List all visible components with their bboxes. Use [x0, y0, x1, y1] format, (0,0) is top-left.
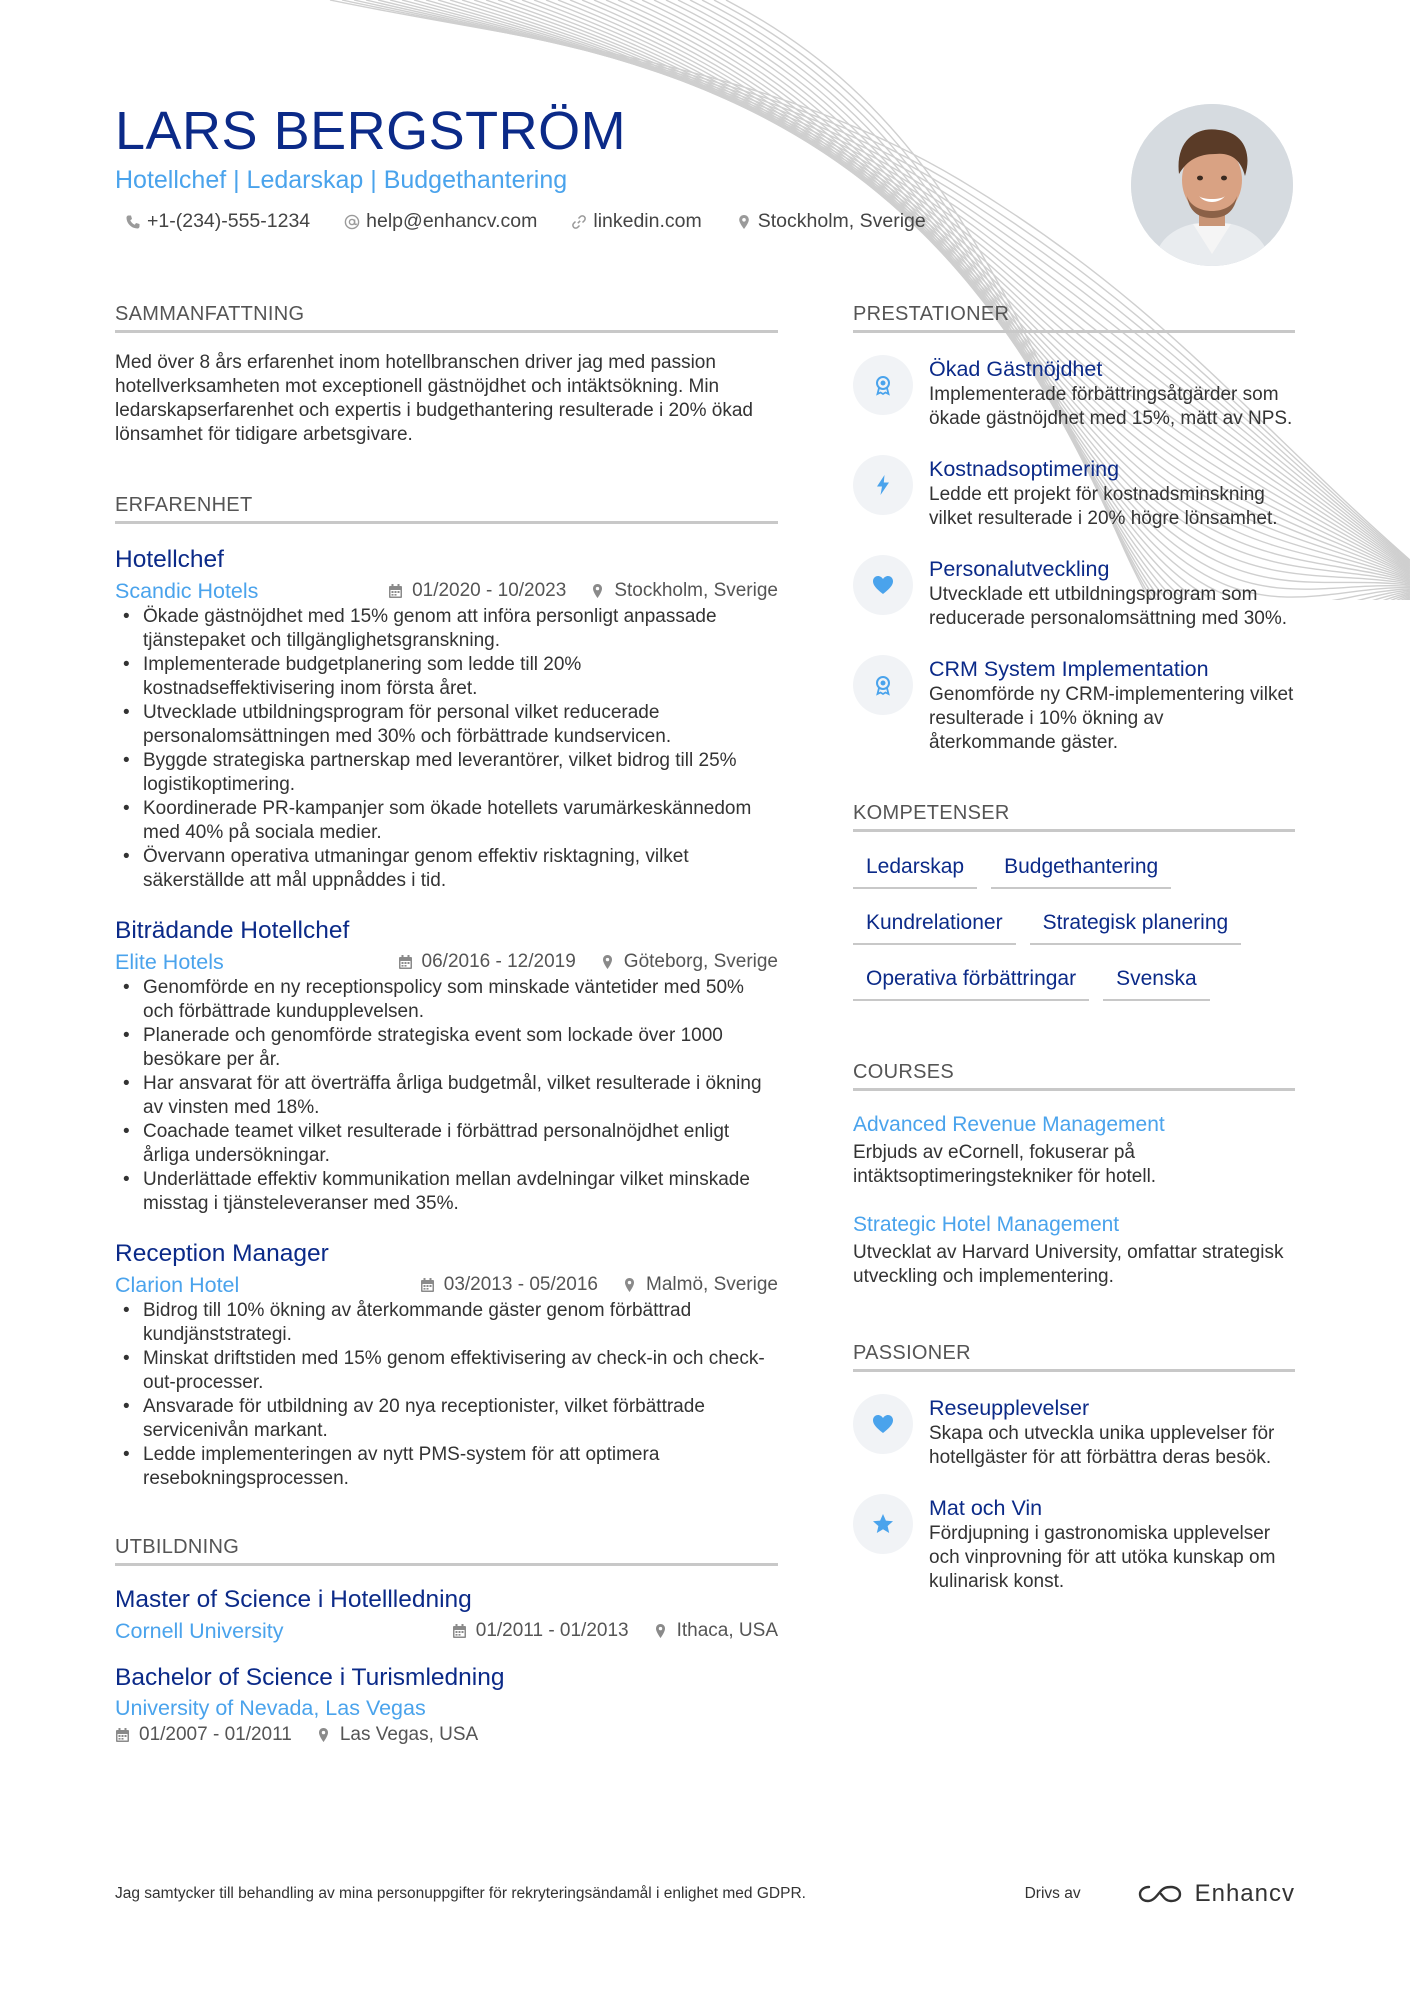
location-icon [600, 954, 615, 970]
achievement-text: Utvecklade ett utbildningsprogram som reducerade personalomsättning med 30%. [929, 584, 1288, 629]
location-text: Stockholm, Sverige [757, 210, 926, 232]
lightning-icon [853, 455, 913, 515]
achievement-title: Kostnadsoptimering [929, 457, 1120, 481]
job-title: Biträdande Hotellchef [115, 917, 350, 944]
profile-photo [1131, 104, 1293, 266]
heart-icon [853, 1394, 913, 1454]
job-location-text: Stockholm, Sverige [614, 580, 778, 601]
section-title-skills: KOMPETENSER [853, 801, 1295, 832]
course-item [853, 1111, 1295, 1189]
left-column [115, 302, 778, 1748]
footer [115, 1880, 1295, 1908]
job-dates [420, 1272, 598, 1298]
calendar-icon [452, 1623, 467, 1639]
bullet-item: • Har ansvarat för att överträffa årliga budgetmål, vilket resulterade i ökning av vinsten med 18%. [115, 1072, 778, 1120]
section-title-achievements: PRESTATIONER [853, 302, 1295, 333]
section-title-passions: PASSIONER [853, 1341, 1295, 1372]
brand-name: Enhancv [1194, 1880, 1295, 1907]
job-dates-text: 03/2013 - 05/2016 [443, 1274, 598, 1295]
bullet-item: • Coachade teamet vilket resulterade i förbättrad personalnöjdhet enligt årliga undersökningar. [115, 1120, 778, 1168]
education-location [653, 1618, 778, 1644]
right-column [853, 302, 1295, 1594]
bullet-item: • Ansvarade för utbildning av 20 nya receptionister, vilket förbättrade servicenivån markant. [115, 1395, 778, 1443]
education-dates [452, 1618, 629, 1644]
job-dates [388, 578, 566, 604]
award-icon [853, 355, 913, 415]
bullet-item: • Planerade och genomförde strategiska event som lockade över 1000 besökare per år. [115, 1024, 778, 1072]
education-meta [115, 1618, 778, 1644]
contact-row [115, 210, 1115, 233]
job-location-text: Göteborg, Sverige [623, 951, 778, 972]
section-title-courses: COURSES [853, 1060, 1295, 1091]
summary-text: Med över 8 års erfarenhet inom hotellbranschen driver jag med passion hotellverksamheten mot exceptionell gästnöjdhet och intäktsökning. Min ledarskapserfarenhet och expertis i budgethantering resulterade i 20% ökad lönsamhet för tidigare arbetsgivare. [115, 352, 753, 445]
skill-tag: Ledarskap [853, 848, 977, 889]
achievement-title: Personalutveckling [929, 557, 1110, 581]
candidate-headline: Hotellchef | Ledarskap | Budgethantering [115, 166, 568, 194]
passion-title: Reseupplevelser [929, 1396, 1090, 1420]
company-name: Elite Hotels [115, 950, 224, 974]
achievement-item [853, 555, 1295, 631]
skill-tag: Strategisk planering [1030, 904, 1242, 945]
job-entry [115, 1238, 778, 1491]
section-title-experience: ERFARENHET [115, 493, 778, 524]
job-title: Reception Manager [115, 1240, 329, 1267]
job-location [590, 578, 778, 604]
company-name: Clarion Hotel [115, 1273, 240, 1297]
contact-linkedin[interactable] [571, 210, 701, 233]
calendar-icon [115, 1727, 130, 1743]
achievement-text: Ledde ett projekt för kostnadsminskning vilket resulterade i 20% högre lönsamhet. [929, 484, 1278, 529]
education-entry [115, 1584, 778, 1644]
job-bullets [115, 605, 778, 893]
location-icon [316, 1727, 331, 1743]
passion-item [853, 1394, 1295, 1470]
bullet-item: • Utvecklade utbildningsprogram för personal vilket reducerade personalomsättningen med 30% och förbättrade kundservicen. [115, 701, 778, 749]
passion-title: Mat och Vin [929, 1496, 1043, 1520]
job-entry [115, 915, 778, 1216]
bullet-item: • Minskat driftstiden med 15% genom effektivisering av check-in och check-out-processer. [115, 1347, 778, 1395]
achievement-item [853, 455, 1295, 531]
job-entry [115, 544, 778, 893]
bullet-item: • Bidrog till 10% ökning av återkommande gäster genom förbättrad kundjänststrategi. [115, 1299, 778, 1347]
skills-list [853, 848, 1295, 1016]
achievement-text: Genomförde ny CRM-implementering vilket resulterade i 10% ökning av återkommande gäster. [929, 684, 1294, 753]
infinity-logo-icon [1137, 1882, 1183, 1906]
job-bullets [115, 976, 778, 1216]
achievement-title: CRM System Implementation [929, 657, 1209, 681]
location-icon [736, 214, 752, 230]
gdpr-consent-text: Jag samtycker till behandling av mina personuppgifter för rekryteringsändamål i enlighet med GDPR. [115, 1885, 806, 1902]
bullet-item: • Underlättade effektiv kommunikation mellan avdelningar vilket minskade misstag i tjänsteleveranser med 35%. [115, 1168, 778, 1216]
job-dates [398, 949, 576, 975]
link-icon [571, 214, 587, 230]
education-dates-text: 01/2011 - 01/2013 [475, 1620, 629, 1641]
education-dates-text: 01/2007 - 01/2011 [139, 1724, 292, 1745]
education-location-text: Las Vegas, USA [339, 1724, 479, 1745]
contact-phone[interactable] [125, 210, 310, 233]
email-text: help@enhancv.com [366, 210, 538, 232]
job-dates-text: 06/2016 - 12/2019 [421, 951, 576, 972]
job-meta [115, 578, 778, 604]
bullet-item: • Genomförde en ny receptionspolicy som minskade väntetider med 50% och förbättrade kundupplevelsen. [115, 976, 778, 1024]
job-dates-text: 01/2020 - 10/2023 [412, 580, 567, 601]
bullet-item: • Ökade gästnöjdhet med 15% genom att införa personligt anpassade tjänstepaket och tillgänglighetsgranskning. [115, 605, 778, 653]
school-name: Cornell University [115, 1619, 284, 1643]
job-title: Hotellchef [115, 546, 224, 573]
passion-text: Skapa och utveckla unika upplevelser för hotellgäster för att förbättra deras besök. [929, 1423, 1275, 1468]
company-name: Scandic Hotels [115, 579, 259, 603]
degree-title: Bachelor of Science i Turismledning [115, 1664, 505, 1691]
skill-tag: Operativa förbättringar [853, 960, 1089, 1001]
bullet-item: • Koordinerade PR-kampanjer som ökade hotellets varumärkeskännedom med 40% på sociala medier. [115, 797, 778, 845]
section-title-summary: SAMMANFATTNING [115, 302, 778, 333]
job-location [622, 1272, 778, 1298]
candidate-name: LARS BERGSTRÖM [115, 101, 627, 161]
powered-by-label: Drivs av [1024, 1885, 1081, 1902]
education-entry [115, 1662, 778, 1748]
job-meta [115, 1272, 778, 1298]
phone-icon [125, 214, 141, 230]
resume-header [115, 100, 1115, 233]
section-title-education: UTBILDNING [115, 1535, 778, 1566]
bullet-item: • Ledde implementeringen av nytt PMS-system för att optimera resebokningsprocessen. [115, 1443, 778, 1491]
job-meta [115, 949, 778, 975]
achievement-text: Implementerade förbättringsåtgärder som ökade gästnöjdhet med 15%, mätt av NPS. [929, 384, 1293, 429]
course-text: Erbjuds av eCornell, fokuserar på intäktsoptimeringstekniker för hotell. [853, 1142, 1157, 1187]
skill-tag: Budgethantering [991, 848, 1171, 889]
passion-text: Fördjupning i gastronomiska upplevelser och vinprovning för att utöka kunskap om kulinarisk konst. [929, 1523, 1276, 1592]
contact-location [736, 210, 926, 233]
achievement-title: Ökad Gästnöjdhet [929, 357, 1103, 381]
education-location [316, 1722, 478, 1748]
job-location-text: Malmö, Sverige [646, 1274, 778, 1295]
location-icon [653, 1623, 668, 1639]
skill-tag: Kundrelationer [853, 904, 1016, 945]
bullet-item: • Övervann operativa utmaningar genom effektiv risktagning, vilket säkerställde att mål uppnåddes i tid. [115, 845, 778, 893]
phone-text: +1-(234)-555-1234 [147, 210, 311, 232]
star-icon [853, 1494, 913, 1554]
course-title: Advanced Revenue Management [853, 1113, 1165, 1136]
achievement-item [853, 355, 1295, 431]
enhancv-logo[interactable] [1137, 1880, 1295, 1908]
contact-email[interactable] [344, 210, 537, 233]
location-icon [622, 1277, 637, 1293]
calendar-icon [420, 1277, 435, 1293]
achievement-item [853, 655, 1295, 755]
course-item [853, 1211, 1295, 1289]
calendar-icon [388, 583, 403, 599]
passion-item [853, 1494, 1295, 1594]
education-location-text: Ithaca, USA [676, 1620, 778, 1641]
award-icon [853, 655, 913, 715]
linkedin-text: linkedin.com [593, 210, 702, 232]
course-text: Utvecklat av Harvard University, omfattar strategisk utveckling och implementering. [853, 1242, 1284, 1287]
education-meta [115, 1722, 778, 1748]
course-title: Strategic Hotel Management [853, 1213, 1120, 1236]
skill-tag: Svenska [1103, 960, 1210, 1001]
job-location [600, 949, 778, 975]
heart-icon [853, 555, 913, 615]
job-bullets [115, 1299, 778, 1491]
location-icon [590, 583, 605, 599]
at-icon [344, 214, 360, 230]
calendar-icon [398, 954, 413, 970]
bullet-item: • Byggde strategiska partnerskap med leverantörer, vilket bidrog till 25% logistikoptimering. [115, 749, 778, 797]
degree-title: Master of Science i Hotellledning [115, 1586, 472, 1613]
school-name: University of Nevada, Las Vegas [115, 1696, 426, 1720]
education-dates [115, 1722, 292, 1748]
bullet-item: • Implementerade budgetplanering som ledde till 20% kostnadseffektivisering inom första året. [115, 653, 778, 701]
